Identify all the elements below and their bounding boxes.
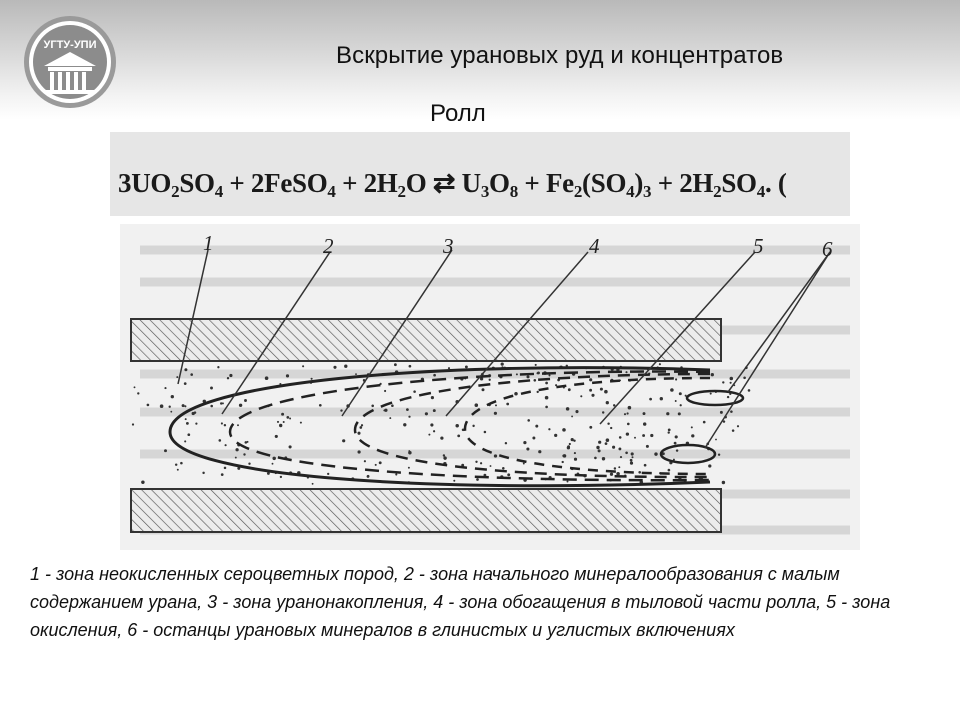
sand-dot [625, 451, 628, 454]
sand-dot [357, 432, 360, 435]
sand-dot [235, 457, 237, 459]
sand-dot [192, 412, 195, 415]
sand-dot [506, 403, 509, 406]
sand-dot [340, 409, 342, 411]
sand-dot [248, 463, 250, 465]
sand-dot [210, 387, 213, 390]
sand-dot [537, 371, 540, 374]
sand-dot [642, 434, 645, 437]
sand-dot [562, 428, 566, 432]
sand-dot [574, 458, 577, 461]
sand-dot [711, 373, 714, 376]
sand-dot [289, 418, 291, 420]
sand-dot [715, 439, 717, 441]
sand-dot [395, 473, 397, 475]
sand-dot [141, 480, 144, 483]
sand-dot [501, 362, 504, 365]
equation-subscript: 4 [327, 182, 336, 201]
sand-dot [644, 464, 647, 467]
sand-dot [589, 426, 592, 429]
diagram-label-5: 5 [753, 234, 764, 258]
sand-dot [668, 469, 671, 472]
sand-dot [171, 395, 174, 398]
sand-dot [184, 440, 186, 442]
sand-dot [342, 439, 345, 442]
sand-dot [614, 467, 616, 469]
sand-dot [443, 454, 445, 456]
sand-dot [675, 435, 678, 438]
sand-dot [379, 461, 382, 464]
logo-text: УГТУ-УПИ [43, 39, 97, 51]
sand-dot [184, 382, 187, 385]
sand-dot [535, 425, 538, 428]
sand-dot [532, 437, 535, 440]
sand-dot [533, 379, 536, 382]
sand-dot [676, 449, 678, 451]
sand-dot [225, 444, 227, 446]
sand-dot [302, 365, 304, 367]
sand-dot [649, 398, 652, 401]
sand-dot [659, 363, 661, 365]
sand-dot [433, 374, 436, 377]
sand-dot [650, 434, 653, 437]
equation-subscript: 2 [171, 182, 180, 201]
sand-dot [646, 445, 649, 448]
sand-dot [359, 426, 362, 429]
sand-dot [195, 423, 197, 425]
sand-dot [502, 467, 505, 470]
sand-dot [571, 415, 573, 417]
sand-dot [654, 452, 657, 455]
sand-dot [574, 452, 576, 454]
upper-impermeable-layer [131, 319, 721, 361]
sand-dot [176, 376, 178, 378]
sand-dot [643, 422, 646, 425]
sand-dot [428, 434, 430, 436]
sand-dot [229, 374, 232, 377]
sand-dot [448, 367, 450, 369]
sand-dot [185, 418, 187, 420]
sand-dot [222, 402, 224, 404]
sand-dot [630, 462, 633, 465]
sand-dot [184, 405, 186, 407]
sand-dot [703, 421, 706, 424]
sand-dot [358, 450, 361, 453]
sand-dot [606, 438, 610, 442]
sand-dot [562, 454, 565, 457]
sand-dot [279, 424, 282, 427]
sand-dot [283, 421, 285, 423]
sand-dot [708, 464, 711, 467]
sand-dot [538, 450, 541, 453]
equation-term: SO [179, 168, 215, 198]
sand-dot [600, 388, 603, 391]
sand-dot [443, 456, 446, 459]
sand-dot [643, 412, 646, 415]
sand-dot [375, 464, 377, 466]
sand-dot [170, 411, 172, 413]
sand-dot [289, 445, 292, 448]
sand-dot [367, 475, 370, 478]
sand-dot [494, 412, 497, 415]
sand-dot [516, 373, 518, 375]
equation-subscript: 3 [643, 182, 652, 201]
sand-dot [523, 441, 526, 444]
sand-dot [164, 387, 166, 389]
sand-dot [361, 424, 363, 426]
sand-dot [619, 436, 622, 439]
diagram-label-1: 1 [203, 231, 214, 255]
sand-dot [244, 399, 247, 402]
sand-dot [718, 454, 720, 456]
equation-subscript: 2 [573, 182, 583, 201]
diagram-label-2: 2 [323, 234, 334, 258]
sand-dot [612, 446, 615, 449]
sand-dot [272, 457, 275, 460]
sand-dot [730, 410, 733, 413]
sand-dot [575, 410, 578, 413]
diagram-label-3: 3 [443, 234, 454, 258]
sand-dot [720, 411, 723, 414]
sand-dot [743, 377, 746, 380]
sand-dot [364, 460, 366, 462]
sand-dot [286, 416, 289, 419]
sand-dot [281, 413, 284, 416]
sand-dot [132, 423, 134, 425]
sand-dot [184, 368, 187, 371]
sand-dot [675, 378, 677, 380]
sand-dot [147, 404, 150, 407]
sand-dot [430, 423, 433, 426]
sand-dot [554, 434, 557, 437]
sand-dot [710, 393, 712, 395]
sand-dot [606, 401, 609, 404]
equation-term: + 2H [335, 168, 398, 198]
sand-dot [440, 436, 443, 439]
sand-dot [277, 421, 279, 423]
sand-dot [431, 396, 434, 399]
sand-dot [737, 425, 739, 427]
sand-dot [548, 428, 550, 430]
equation-term: O [489, 168, 510, 198]
sand-dot [275, 435, 278, 438]
figure-caption: 1 - зона неокисленных сероцветных пород, 2 - зона начального минералообразования с малым содержанием урана, 3 - зона уранонакопления, 4 - зона обогащения в тыловой части ролла, 5 - зона окисления, 6 - останцы урановых минералов в глинистых и углистых включениях [30, 564, 891, 640]
sand-dot [480, 462, 482, 464]
sand-dot [408, 450, 410, 452]
slide-subtitle: Ролл [430, 100, 486, 127]
sand-dot [548, 374, 550, 376]
sand-dot [227, 377, 229, 379]
sand-dot [691, 426, 693, 428]
sand-dot [626, 432, 629, 435]
sand-dot [545, 382, 548, 385]
sand-dot [403, 423, 406, 426]
sand-dot [186, 422, 189, 425]
sand-dot [235, 448, 238, 451]
sand-dot [494, 454, 497, 457]
sand-dot [355, 373, 357, 375]
sand-dot [383, 409, 385, 411]
sand-dot [394, 363, 397, 366]
sand-dot [389, 417, 391, 419]
sand-dot [668, 431, 670, 433]
sand-dot [580, 395, 582, 397]
sand-dot [545, 396, 549, 400]
sand-dot [730, 377, 734, 381]
sand-dot [567, 481, 569, 483]
sand-dot [453, 480, 455, 482]
sand-dot [180, 462, 183, 465]
sand-dot [134, 386, 136, 388]
sand-dot [286, 374, 289, 377]
sand-dot [425, 412, 428, 415]
sand-dot [602, 457, 605, 460]
sand-dot [591, 394, 594, 397]
lower-impermeable-layer [131, 489, 721, 532]
sand-dot [219, 439, 222, 442]
sand-dot [537, 391, 539, 393]
sand-dot [748, 389, 751, 392]
sand-dot [566, 407, 570, 411]
sand-dot [344, 365, 347, 368]
equation-subscript: 4 [626, 182, 635, 201]
sand-dot [221, 422, 223, 424]
sand-dot [457, 435, 460, 438]
equation-subscript: 3 [480, 182, 490, 201]
sand-dot [245, 441, 248, 444]
sand-dot [475, 461, 477, 463]
sand-dot [589, 389, 592, 392]
sand-dot [175, 463, 177, 465]
sand-dot [409, 365, 412, 368]
sand-dot [182, 404, 185, 407]
sand-dot [137, 392, 139, 394]
sand-dot [610, 473, 613, 476]
sand-dot [465, 365, 468, 368]
equation-subscript: 2 [397, 182, 406, 201]
equation-term: + 2H [651, 168, 714, 198]
university-logo [22, 14, 118, 110]
sand-dot [545, 406, 548, 409]
sand-dot [312, 483, 314, 485]
sand-dot [722, 381, 724, 383]
sand-dot [727, 396, 729, 398]
sand-dot [490, 465, 492, 467]
sand-dot [406, 408, 409, 411]
slide-title: Вскрытие урановых руд и концентратов [336, 42, 784, 69]
sand-dot [634, 437, 636, 439]
sand-dot [476, 478, 479, 481]
sand-dot [602, 411, 604, 413]
sand-dot [472, 425, 474, 427]
sand-dot [507, 473, 510, 476]
equation-term: . ( [764, 168, 787, 198]
sand-dot [408, 467, 410, 469]
sand-dot [632, 456, 634, 458]
sand-dot [618, 466, 620, 468]
sand-dot [620, 456, 622, 458]
sand-dot [177, 469, 179, 471]
sand-dot [526, 375, 529, 378]
sand-dot [384, 390, 386, 392]
sand-dot [589, 378, 592, 381]
sand-dot [605, 442, 608, 445]
sand-dot [237, 424, 239, 426]
equation-term: ) [634, 168, 644, 198]
sand-dot [505, 442, 507, 444]
sand-dot [202, 472, 204, 474]
sand-dot [311, 378, 313, 380]
sand-dot [630, 459, 633, 462]
sand-dot [210, 405, 213, 408]
sand-dot [660, 397, 663, 400]
sand-dot [562, 461, 564, 463]
sand-dot [678, 412, 681, 415]
sand-dot [489, 379, 491, 381]
sand-dot [596, 446, 599, 449]
sand-dot [217, 366, 219, 368]
sand-dot [618, 447, 621, 450]
sand-dot [604, 390, 608, 394]
sand-dot [272, 463, 274, 465]
sand-dot [164, 449, 167, 452]
sand-dot [638, 471, 641, 474]
sand-dot [224, 424, 226, 426]
sand-dot [607, 422, 609, 424]
sand-dot [666, 412, 669, 415]
sand-dot [526, 447, 529, 450]
equation-subscript: 4 [214, 182, 223, 201]
sand-dot [327, 473, 329, 475]
sand-dot [265, 376, 269, 380]
equation-term: + 2FeSO [222, 168, 328, 198]
sand-dot [569, 443, 571, 445]
chemical-equation [118, 168, 787, 202]
equation-term: O ⇄ U [405, 168, 481, 198]
sand-dot [732, 429, 735, 432]
sand-dot [224, 467, 227, 470]
sand-dot [190, 373, 193, 376]
sand-dot [670, 388, 674, 392]
sand-dot [433, 430, 435, 432]
sand-dot [571, 438, 574, 441]
sand-dot [160, 404, 164, 408]
sand-dot [333, 366, 336, 369]
sand-dot [598, 449, 601, 452]
sand-dot [691, 434, 694, 437]
sand-dot [169, 406, 171, 408]
sand-dot [668, 429, 671, 432]
sand-dot [679, 392, 682, 395]
sand-dot [280, 476, 282, 478]
sand-dot [625, 371, 627, 373]
sand-dot [567, 445, 570, 448]
diagram-label-6: 6 [822, 237, 833, 261]
sand-dot [484, 431, 487, 434]
sand-dot [610, 427, 612, 429]
sand-dot [495, 404, 497, 406]
sand-dot [243, 453, 245, 455]
sand-dot [674, 442, 677, 445]
sand-dot [594, 457, 597, 460]
sand-dot [680, 404, 682, 406]
sand-dot [675, 400, 677, 402]
sand-dot [319, 404, 322, 407]
equation-term: 3UO [118, 168, 172, 198]
sand-dot [627, 423, 630, 426]
sand-dot [598, 441, 601, 444]
sand-dot [514, 392, 518, 396]
sand-dot [371, 405, 374, 408]
sand-dot [568, 388, 571, 391]
sand-dot [300, 422, 302, 424]
sand-dot [722, 481, 725, 484]
sand-dot [527, 419, 530, 422]
equation-subscript: 4 [756, 182, 765, 201]
sand-dot [535, 364, 537, 366]
equation-term: + Fe [517, 168, 574, 198]
sand-dot [624, 413, 626, 415]
sand-dot [455, 424, 458, 427]
diagram-label-4: 4 [589, 234, 600, 258]
sand-dot [391, 404, 394, 407]
equation-subscript: 8 [509, 182, 518, 201]
sand-dot [433, 409, 436, 412]
sand-dot [239, 404, 242, 407]
sand-dot [730, 382, 732, 384]
sand-dot [631, 452, 634, 455]
sand-dot [627, 412, 629, 414]
equation-term: SO [721, 168, 757, 198]
sand-dot [475, 403, 479, 407]
sand-dot [221, 473, 224, 476]
equation-subscript: 2 [713, 182, 722, 201]
sand-dot [408, 416, 410, 418]
sand-dot [523, 463, 525, 465]
sand-dot [628, 406, 632, 410]
equation-term: (SO [582, 168, 627, 198]
sand-dot [482, 388, 485, 391]
sand-dot [187, 433, 190, 436]
sand-dot [413, 390, 416, 393]
